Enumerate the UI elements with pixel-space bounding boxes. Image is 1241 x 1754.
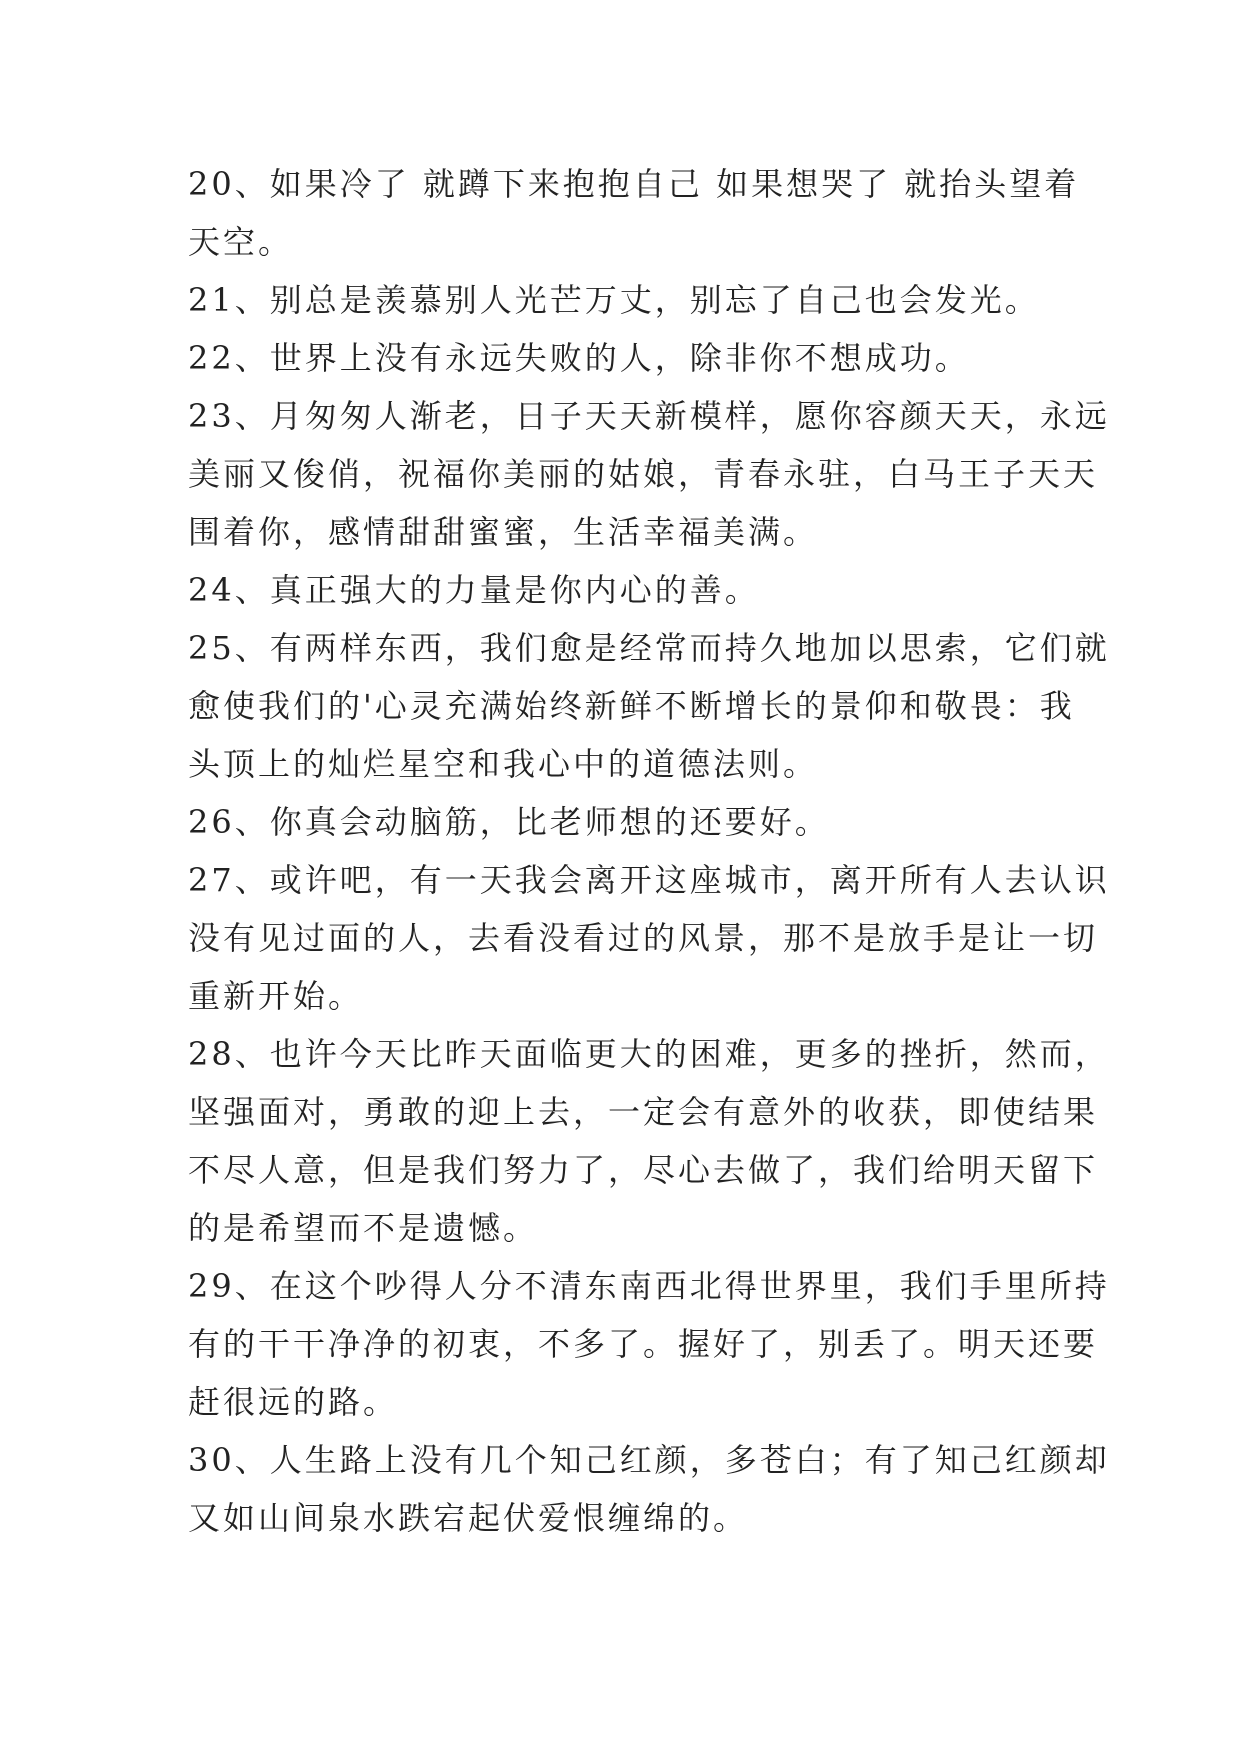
text-line: 25、有两样东西，我们愈是经常而持久地加以思索，它们就 (188, 629, 1110, 667)
paragraph-23 (188, 387, 1110, 561)
paragraph-20 (188, 155, 1080, 271)
text-line: 围着你，感情甜甜蜜蜜，生活幸福美满。 (188, 513, 819, 551)
text-line: 28、也许今天比昨天面临更大的困难，更多的挫折，然而， (188, 1035, 1110, 1073)
paragraph-27 (188, 851, 1110, 1025)
document-body (188, 155, 1110, 1547)
text-line: 又如山间泉水跌宕起伏爱恨缠绵的。 (188, 1499, 749, 1537)
text-line: 愈使我们的'心灵充满始终新鲜不断增长的景仰和敬畏：我 (188, 687, 1075, 725)
text-line: 29、在这个吵得人分不清东南西北得世界里，我们手里所持 (188, 1267, 1110, 1305)
text-line: 美丽又俊俏，祝福你美丽的姑娘，青春永驻，白马王子天天 (188, 455, 1099, 493)
text-line: 天空。 (188, 223, 294, 261)
text-line: 有的干干净净的初衷，不多了。握好了，别丢了。明天还要 (188, 1325, 1099, 1363)
text-line: 27、或许吧，有一天我会离开这座城市，离开所有人去认识 (188, 861, 1110, 899)
text-line: 赶很远的路。 (188, 1383, 399, 1421)
text-line: 20、如果冷了 就蹲下来抱抱自己 如果想哭了 就抬头望着 (188, 165, 1080, 203)
text-line: 26、你真会动脑筋，比老师想的还要好。 (188, 803, 830, 841)
paragraph-26 (188, 793, 1068, 851)
paragraph-29 (188, 1257, 1110, 1431)
text-line: 22、世界上没有永远失败的人，除非你不想成功。 (188, 339, 970, 377)
paragraph-30 (188, 1431, 1110, 1547)
text-line: 没有见过面的人，去看没看过的风景，那不是放手是让一切 (188, 919, 1099, 957)
text-line: 24、真正强大的力量是你内心的善。 (188, 571, 760, 609)
text-line: 不尽人意，但是我们努力了，尽心去做了，我们给明天留下 (188, 1151, 1099, 1189)
paragraph-21 (188, 271, 1068, 329)
paragraph-22 (188, 329, 1068, 387)
text-line: 23、月匆匆人渐老，日子天天新模样，愿你容颜天天，永远 (188, 397, 1110, 435)
text-line: 重新开始。 (188, 977, 364, 1015)
paragraph-24 (188, 561, 1068, 619)
paragraph-28 (188, 1025, 1110, 1257)
text-line: 坚强面对，勇敢的迎上去，一定会有意外的收获，即使结果 (188, 1093, 1099, 1131)
paragraph-25 (188, 619, 1110, 793)
text-line: 的是希望而不是遗憾。 (188, 1209, 539, 1247)
text-line: 30、人生路上没有几个知己红颜，多苍白；有了知己红颜却 (188, 1441, 1110, 1479)
text-line: 21、别总是羡慕别人光芒万丈，别忘了自己也会发光。 (188, 281, 1040, 319)
text-line: 头顶上的灿烂星空和我心中的道德法则。 (188, 745, 819, 783)
